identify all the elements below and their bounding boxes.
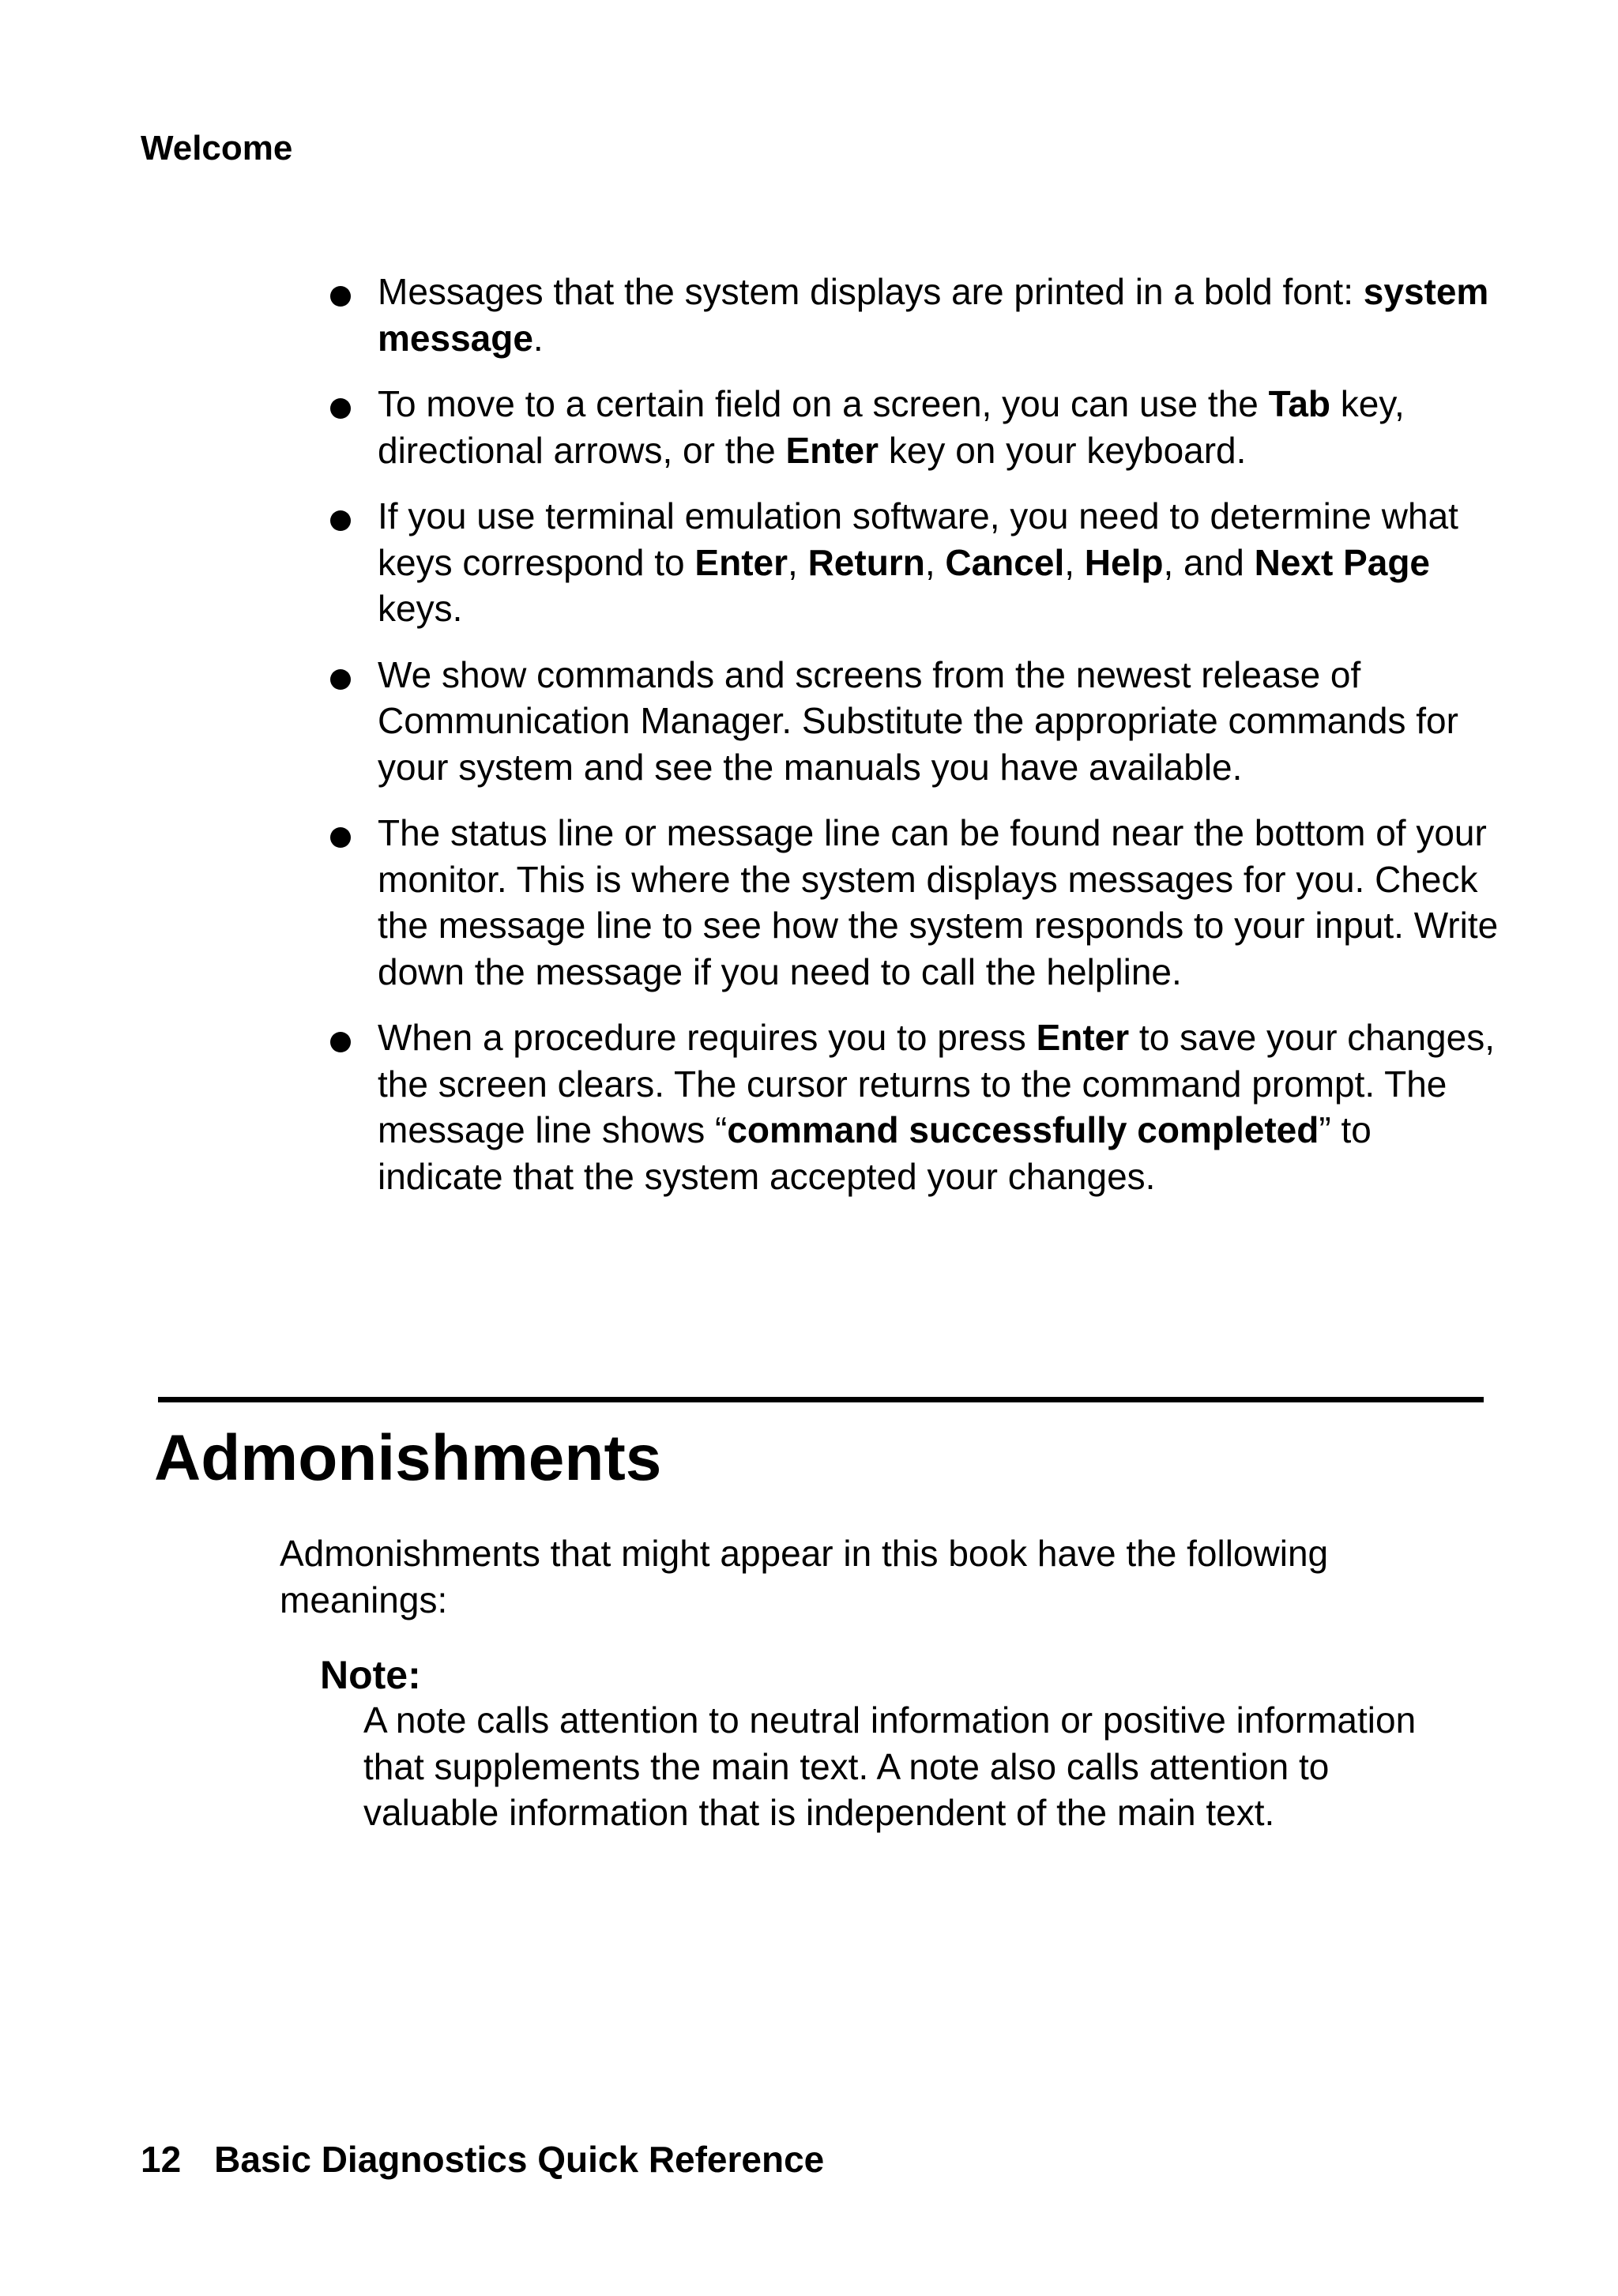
bullet-text: . xyxy=(532,317,544,359)
bullet-icon xyxy=(330,398,351,419)
bullet-text: key, directional arrows, or the xyxy=(378,383,1405,471)
note-label: Note: xyxy=(320,1653,421,1697)
bullet-item xyxy=(330,810,1499,995)
bold-term: Next Page xyxy=(1254,541,1431,583)
page-footer xyxy=(141,2139,825,2180)
bold-term: command successfully completed xyxy=(727,1109,1319,1150)
book-title: Basic Diagnostics Quick Reference xyxy=(214,2139,825,2180)
bullet-icon xyxy=(330,510,351,531)
bullet-text: ” to indicate that the system accepted your changes. xyxy=(378,1109,1372,1197)
bold-term: Enter xyxy=(785,429,879,471)
bullet-text: When a procedure requires you to press xyxy=(378,1017,1037,1058)
bullet-text: , xyxy=(788,541,808,583)
bullet-icon xyxy=(330,669,351,690)
bullet-text: Messages that the system displays are printed in a bold font: xyxy=(378,271,1364,312)
bullet-text: , xyxy=(924,541,946,583)
bullet-text: , and xyxy=(1163,541,1255,583)
conventions-bullet-list xyxy=(330,269,1499,1219)
bold-term: Enter xyxy=(1036,1017,1130,1058)
bullet-icon xyxy=(330,1032,351,1052)
bullet-icon xyxy=(330,286,351,307)
running-header: Welcome xyxy=(141,129,293,167)
bullet-text: The status line or message line can be found near the bottom of your monitor. This is where the system displays messages for you. Check the message line to see how the system responds to your input. Write down the message if you need to call the helpline. xyxy=(378,812,1499,992)
bold-term: Tab xyxy=(1268,383,1331,424)
section-intro: Admonishments that might appear in this book have the following meanings: xyxy=(280,1533,1329,1620)
page-number: 12 xyxy=(141,2139,182,2180)
bullet-text: , xyxy=(1064,541,1085,583)
bullet-text: We show commands and screens from the newest release of Communication Manager. Substitute the appropriate commands for your system and see the manuals you have available. xyxy=(378,653,1458,788)
bullet-item xyxy=(330,269,1499,361)
bullet-item xyxy=(330,652,1499,791)
bold-term: Cancel xyxy=(945,541,1065,583)
bullet-item xyxy=(330,493,1499,632)
bullet-text: to save your changes, the screen clears. The cursor returns to the command prompt. The message line shows “ xyxy=(378,1017,1495,1150)
section-heading: Admonishments xyxy=(154,1422,662,1494)
bullet-item xyxy=(330,381,1499,473)
bullet-text: key on your keyboard. xyxy=(879,429,1247,471)
bullet-text: To move to a certain field on a screen, you can use the xyxy=(378,383,1269,424)
bold-term: system message xyxy=(378,271,1489,359)
bold-term: Help xyxy=(1084,541,1164,583)
note-body: A note calls attention to neutral information or positive information that supplements the main text. A note also calls attention to valuable information that is independent of the main text. xyxy=(363,1699,1417,1833)
bold-term: Enter xyxy=(694,541,788,583)
bullet-item xyxy=(330,1014,1499,1199)
bullet-icon xyxy=(330,827,351,848)
bullet-text: keys. xyxy=(378,588,463,629)
bold-term: Return xyxy=(807,541,925,583)
section-divider xyxy=(158,1397,1484,1402)
bullet-text: If you use terminal emulation software, you need to determine what keys correspond to xyxy=(378,495,1458,583)
